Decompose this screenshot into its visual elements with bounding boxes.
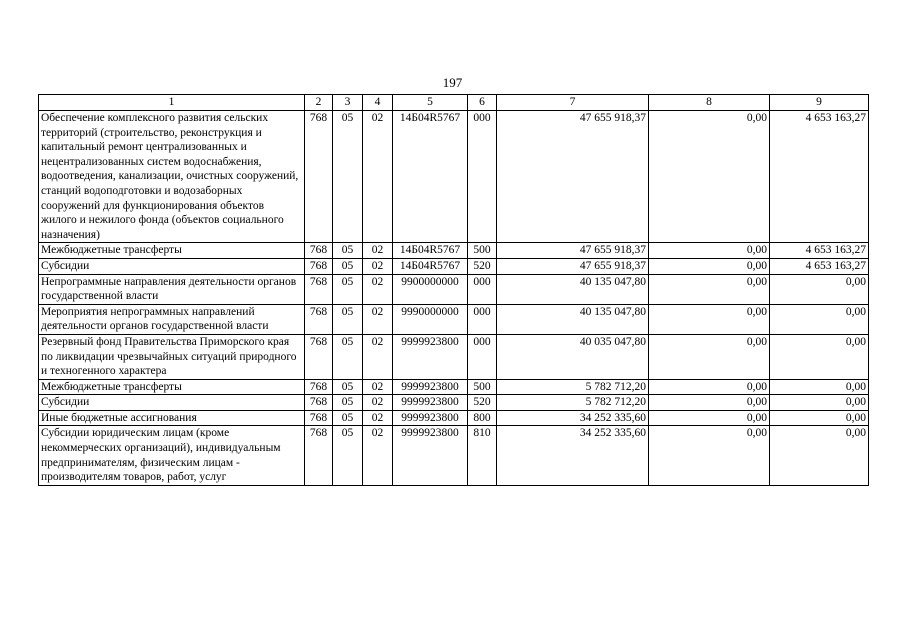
row-value-cell: 05 <box>333 379 363 395</box>
row-value-cell: 0,00 <box>649 426 770 485</box>
row-name-cell: Резервный фонд Правительства Приморского края по ликвидации чрезвычайных ситуаций природного и техногенного характера <box>39 334 305 379</box>
table-row <box>39 426 869 485</box>
row-value-cell: 0,00 <box>649 111 770 243</box>
column-header: 2 <box>305 95 333 111</box>
row-value-cell: 02 <box>363 334 393 379</box>
row-name-cell: Обеспечение комплексного развития сельских территорий (строительство, реконструкция и капитальный ремонт централизованных и нецентрализованных систем водоснабжения, водоотведения, канализации, очистных сооружений, станций водоподготовки и водозаборных сооружений для функционирования объектов жилого и нежилого фонда (объектов социального назначения) <box>39 111 305 243</box>
row-value-cell: 9900000000 <box>393 274 468 304</box>
row-value-cell: 000 <box>468 304 497 334</box>
row-value-cell: 05 <box>333 426 363 485</box>
column-header: 7 <box>497 95 649 111</box>
column-header: 4 <box>363 95 393 111</box>
row-value-cell: 47 655 918,37 <box>497 111 649 243</box>
row-value-cell: 05 <box>333 395 363 411</box>
row-value-cell: 9999923800 <box>393 334 468 379</box>
row-value-cell: 05 <box>333 274 363 304</box>
row-value-cell: 14Б04R5767 <box>393 258 468 274</box>
row-value-cell: 02 <box>363 410 393 426</box>
row-value-cell: 0,00 <box>649 410 770 426</box>
page-number: 197 <box>442 75 463 90</box>
row-value-cell: 05 <box>333 258 363 274</box>
row-value-cell: 4 653 163,27 <box>770 243 869 259</box>
row-value-cell: 05 <box>333 410 363 426</box>
row-value-cell: 34 252 335,60 <box>497 410 649 426</box>
row-value-cell: 768 <box>305 379 333 395</box>
row-value-cell: 14Б04R5767 <box>393 111 468 243</box>
table-row <box>39 243 869 259</box>
row-value-cell: 768 <box>305 395 333 411</box>
table-row <box>39 274 869 304</box>
row-value-cell: 05 <box>333 304 363 334</box>
row-value-cell: 02 <box>363 111 393 243</box>
table-row <box>39 258 869 274</box>
column-header: 8 <box>649 95 770 111</box>
row-value-cell: 02 <box>363 243 393 259</box>
row-value-cell: 47 655 918,37 <box>497 258 649 274</box>
row-value-cell: 0,00 <box>649 304 770 334</box>
row-value-cell: 0,00 <box>649 258 770 274</box>
row-value-cell: 02 <box>363 274 393 304</box>
row-value-cell: 14Б04R5767 <box>393 243 468 259</box>
table-row <box>39 304 869 334</box>
row-value-cell: 000 <box>468 274 497 304</box>
row-name-cell: Иные бюджетные ассигнования <box>39 410 305 426</box>
row-value-cell: 768 <box>305 258 333 274</box>
row-value-cell: 9999923800 <box>393 379 468 395</box>
row-value-cell: 768 <box>305 243 333 259</box>
row-value-cell: 800 <box>468 410 497 426</box>
row-value-cell: 0,00 <box>649 274 770 304</box>
row-value-cell: 5 782 712,20 <box>497 395 649 411</box>
row-value-cell: 05 <box>333 111 363 243</box>
table-row <box>39 111 869 243</box>
row-value-cell: 02 <box>363 379 393 395</box>
row-value-cell: 500 <box>468 379 497 395</box>
row-value-cell: 9999923800 <box>393 426 468 485</box>
row-value-cell: 5 782 712,20 <box>497 379 649 395</box>
row-value-cell: 40 135 047,80 <box>497 304 649 334</box>
row-value-cell: 0,00 <box>649 243 770 259</box>
row-value-cell: 0,00 <box>770 379 869 395</box>
column-header: 5 <box>393 95 468 111</box>
row-value-cell: 02 <box>363 426 393 485</box>
row-name-cell: Субсидии <box>39 395 305 411</box>
row-value-cell: 520 <box>468 395 497 411</box>
row-value-cell: 520 <box>468 258 497 274</box>
header-row <box>39 95 869 111</box>
row-value-cell: 000 <box>468 334 497 379</box>
row-value-cell: 0,00 <box>770 426 869 485</box>
row-value-cell: 05 <box>333 334 363 379</box>
row-value-cell: 768 <box>305 426 333 485</box>
row-value-cell: 768 <box>305 304 333 334</box>
budget-table <box>38 94 869 486</box>
row-value-cell: 47 655 918,37 <box>497 243 649 259</box>
row-name-cell: Межбюджетные трансферты <box>39 243 305 259</box>
row-value-cell: 02 <box>363 395 393 411</box>
row-value-cell: 0,00 <box>770 334 869 379</box>
row-value-cell: 500 <box>468 243 497 259</box>
row-value-cell: 0,00 <box>770 274 869 304</box>
row-value-cell: 000 <box>468 111 497 243</box>
row-value-cell: 9999923800 <box>393 395 468 411</box>
table-row <box>39 410 869 426</box>
row-value-cell: 40 035 047,80 <box>497 334 649 379</box>
row-name-cell: Субсидии юридическим лицам (кроме некоммерческих организаций), индивидуальным предпринимателям, физическим лицам - производителям товаров, работ, услуг <box>39 426 305 485</box>
row-name-cell: Непрограммные направления деятельности органов государственной власти <box>39 274 305 304</box>
table-body <box>39 111 869 486</box>
row-name-cell: Мероприятия непрограммных направлений деятельности органов государственной власти <box>39 304 305 334</box>
row-value-cell: 768 <box>305 274 333 304</box>
column-header: 3 <box>333 95 363 111</box>
row-value-cell: 34 252 335,60 <box>497 426 649 485</box>
row-value-cell: 0,00 <box>649 379 770 395</box>
row-value-cell: 9999923800 <box>393 410 468 426</box>
column-header: 1 <box>39 95 305 111</box>
row-value-cell: 768 <box>305 410 333 426</box>
row-name-cell: Субсидии <box>39 258 305 274</box>
row-value-cell: 0,00 <box>649 334 770 379</box>
column-header: 6 <box>468 95 497 111</box>
row-value-cell: 9990000000 <box>393 304 468 334</box>
table-row <box>39 379 869 395</box>
row-value-cell: 768 <box>305 334 333 379</box>
row-value-cell: 02 <box>363 304 393 334</box>
row-value-cell: 05 <box>333 243 363 259</box>
row-value-cell: 0,00 <box>649 395 770 411</box>
row-value-cell: 02 <box>363 258 393 274</box>
row-value-cell: 4 653 163,27 <box>770 258 869 274</box>
row-value-cell: 4 653 163,27 <box>770 111 869 243</box>
row-name-cell: Межбюджетные трансферты <box>39 379 305 395</box>
table-row <box>39 334 869 379</box>
table-row <box>39 395 869 411</box>
row-value-cell: 0,00 <box>770 304 869 334</box>
column-header: 9 <box>770 95 869 111</box>
row-value-cell: 40 135 047,80 <box>497 274 649 304</box>
row-value-cell: 810 <box>468 426 497 485</box>
row-value-cell: 768 <box>305 111 333 243</box>
row-value-cell: 0,00 <box>770 395 869 411</box>
row-value-cell: 0,00 <box>770 410 869 426</box>
